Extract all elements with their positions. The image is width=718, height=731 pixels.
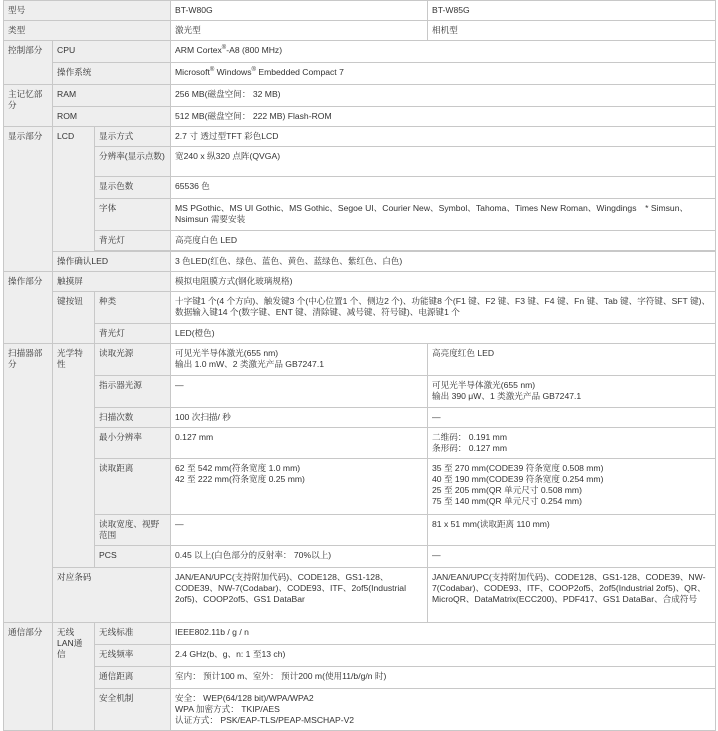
spec-table: [3, 0, 716, 731]
distance-a: [171, 459, 428, 515]
keys-backlight-label: 背光灯: [95, 324, 171, 344]
row-distance: [4, 459, 716, 515]
display-method-value: 2.7 寸 透过型TFT 彩色LCD: [171, 127, 716, 147]
display-label: 显示部分: [4, 127, 53, 272]
light-source-b: 高亮度红色 LED: [428, 344, 716, 376]
row-resolution: [4, 147, 716, 177]
row-wlan-security: [4, 689, 716, 731]
row-touch: [4, 272, 716, 292]
rom-value: 512 MB(磁盘空间： 222 MB) Flash-ROM: [171, 107, 716, 127]
min-resolution-a: 0.127 mm: [171, 428, 428, 459]
scans-a: 100 次扫描/ 秒: [171, 408, 428, 428]
keys-kind-value: 十字键1 个(4 个方向)、触发键3 个(中心位置1 个、侧边2 个)、功能键8 个(F1 键、F2 键、F3 键、F4 键、Fn 键、Tab 键、字符键、SFT 键)、数据输入键14 个(数字键、ENT 键、清除键、减号键、符号键)、电源键1 个: [171, 292, 716, 324]
os-value-part2: Windows: [214, 67, 252, 77]
row-keys-kind: [4, 292, 716, 324]
row-keys-backlight: [4, 324, 716, 344]
scans-b: —: [428, 408, 716, 428]
font-value: MS PGothic、MS UI Gothic、MS Gothic、Segoe UI、Courier New、Symbol、Tahoma、Times New Roman、Wingdings * Simsun、Nsimsun 需要安装: [171, 199, 716, 231]
wlan-security-line3: 认证方式： PSK/EAP-TLS/PEAP-MSCHAP-V2: [175, 715, 355, 725]
model-a: BT-W80G: [171, 1, 428, 21]
pcs-a: 0.45 以上(白色部分的反射率： 70%以上): [171, 546, 428, 568]
row-display-backlight: [4, 231, 716, 251]
distance-b-line3: 25 至 205 mm(QR 单元尺寸 0.508 mm): [432, 485, 582, 495]
row-read-width: [4, 515, 716, 546]
row-codes: [4, 568, 716, 623]
keys-kind-label: 种类: [95, 292, 171, 324]
resolution-value: 宽240 x 纵320 点阵(QVGA): [171, 147, 716, 177]
distance-b-line1: 35 至 270 mm(CODE39 符条宽度 0.508 mm): [432, 463, 604, 473]
min-resolution-label: 最小分辨率: [95, 428, 171, 459]
row-wlan-freq: [4, 645, 716, 667]
cpu-registered-mark: ®: [221, 45, 227, 52]
row-colors: [4, 177, 716, 199]
wlan-range-value: 室内： 预计100 m、室外： 预计200 m(使用11/b/g/n 时): [171, 667, 716, 689]
os-value-part1: Microsoft: [175, 67, 210, 77]
resolution-label: 分辨率(显示点数): [95, 147, 171, 177]
row-light-source: [4, 344, 716, 376]
cpu-value-part1: ARM Cortex: [175, 45, 222, 55]
cpu-value-part2: -A8 (800 MHz): [226, 45, 283, 55]
wlan-security-line1: 安全： WEP(64/128 bit)/WPA/WPA2: [175, 693, 314, 703]
light-source-a: [171, 344, 428, 376]
colors-label: 显示色数: [95, 177, 171, 199]
os-registered-mark-1: ®: [209, 67, 215, 74]
model-b: BT-W85G: [428, 1, 716, 21]
pcs-b: —: [428, 546, 716, 568]
row-os: [4, 63, 716, 85]
row-pointer: [4, 376, 716, 408]
display-backlight-value: 高亮度白色 LED: [171, 231, 716, 251]
codes-a: JAN/EAN/UPC(支持附加代码)、CODE128、GS1-128、CODE39、NW-7(Codabar)、CODE93、ITF、2of5(Industrial 2of5)、COOP2of5、GS1 DataBar: [171, 568, 428, 623]
min-resolution-b: [428, 428, 716, 459]
os-value: [171, 63, 716, 85]
pcs-label: PCS: [95, 546, 171, 568]
os-label: 操作系统: [53, 63, 171, 85]
light-source-a-line2: 输出 1.0 mW、2 类激光产品 GB7247.1: [175, 359, 324, 369]
ram-label: RAM: [53, 85, 171, 107]
wlan-range-label: 通信距离: [95, 667, 171, 689]
pointer-a: —: [171, 376, 428, 408]
scanner-label: 扫描器部分: [4, 344, 53, 623]
wlan-freq-label: 无线频率: [95, 645, 171, 667]
os-registered-mark-2: ®: [251, 67, 256, 74]
codes-label: 对应条码: [53, 568, 171, 623]
distance-b: [428, 459, 716, 515]
type-label: 类型: [4, 21, 171, 41]
ram-value: 256 MB(磁盘空间： 32 MB): [171, 85, 716, 107]
light-source-a-line1: 可见光半导体激光(655 nm): [175, 348, 279, 358]
wlan-std-label: 无线标准: [95, 623, 171, 645]
wlan-std-value: IEEE802.11b / g / n: [171, 623, 716, 645]
memory-label: 主记忆部分: [4, 85, 53, 127]
wlan-security-value: [171, 689, 716, 731]
wlan-security-label: 安全机制: [95, 689, 171, 731]
row-cpu: [4, 41, 716, 63]
row-scans: [4, 408, 716, 428]
pointer-b-line1: 可见光半导体激光(655 nm): [432, 380, 536, 390]
row-font: [4, 199, 716, 231]
led-value: 3 色LED(红色、绿色、蓝色、黄色、蓝绿色、紫红色、白色): [171, 252, 716, 272]
led-label: 操作确认LED: [53, 252, 171, 272]
scans-label: 扫描次数: [95, 408, 171, 428]
distance-label: 读取距离: [95, 459, 171, 515]
read-width-label: 读取宽度、视野范围: [95, 515, 171, 546]
pointer-b: [428, 376, 716, 408]
operation-label: 操作部分: [4, 272, 53, 344]
row-type: [4, 21, 716, 41]
read-width-b: 81 x 51 mm(读取距离 110 mm): [428, 515, 716, 546]
read-width-a: —: [171, 515, 428, 546]
row-pcs: [4, 546, 716, 568]
control-label: 控制部分: [4, 41, 53, 85]
type-b: 相机型: [428, 21, 716, 41]
display-backlight-label: 背光灯: [95, 231, 171, 251]
optics-label: 光学特性: [53, 344, 95, 568]
distance-b-line4: 75 至 140 mm(QR 单元尺寸 0.254 mm): [432, 496, 582, 506]
display-method-label: 显示方式: [95, 127, 171, 147]
row-min-resolution: [4, 428, 716, 459]
comm-label: 通信部分: [4, 623, 53, 731]
rom-label: ROM: [53, 107, 171, 127]
wlan-security-line2: WPA 加密方式： TKIP/AES: [175, 704, 280, 714]
wlan-freq-value: 2.4 GHz(b、g、n: 1 至13 ch): [171, 645, 716, 667]
touch-value: 模拟电阻膜方式(钢化玻璃规格): [171, 272, 716, 292]
lcd-label: LCD: [53, 127, 95, 252]
model-label: 型号: [4, 1, 171, 21]
row-wlan-range: [4, 667, 716, 689]
min-resolution-b-line2: 条形码： 0.127 mm: [432, 443, 507, 453]
os-value-part3: Embedded Compact 7: [255, 67, 344, 77]
row-display-method: [4, 127, 716, 147]
light-source-label: 读取光源: [95, 344, 171, 376]
row-wlan-std: [4, 623, 716, 645]
cpu-value: [171, 41, 716, 63]
colors-value: 65536 色: [171, 177, 716, 199]
cpu-label: CPU: [53, 41, 171, 63]
pointer-b-line2: 输出 390 μW、1 类激光产品 GB7247.1: [432, 391, 582, 401]
distance-a-line1: 62 至 542 mm(符条宽度 1.0 mm): [175, 463, 301, 473]
row-model: [4, 1, 716, 21]
keys-backlight-value: LED(橙色): [171, 324, 716, 344]
type-a: 激光型: [171, 21, 428, 41]
min-resolution-b-line1: 二维码： 0.191 mm: [432, 432, 507, 442]
codes-b: JAN/EAN/UPC(支持附加代码)、CODE128、GS1-128、CODE39、NW-7(Codabar)、CODE93、ITF、COOP2of5、2of5(Industrial 2of5)、QR、MicroQR、DataMatrix(ECC200)、PDF417、GS1 DataBar、合成符号: [428, 568, 716, 623]
keys-label: 键按钮: [53, 292, 95, 344]
wlan-label: 无线LAN通信: [53, 623, 95, 731]
row-ram: [4, 85, 716, 107]
touch-label: 触摸屏: [53, 272, 171, 292]
pointer-label: 指示器光源: [95, 376, 171, 408]
font-label: 字体: [95, 199, 171, 231]
distance-a-line2: 42 至 222 mm(符条宽度 0.25 mm): [175, 474, 305, 484]
distance-b-line2: 40 至 190 mm(CODE39 符条宽度 0.254 mm): [432, 474, 604, 484]
row-led: [4, 252, 716, 272]
row-rom: [4, 107, 716, 127]
